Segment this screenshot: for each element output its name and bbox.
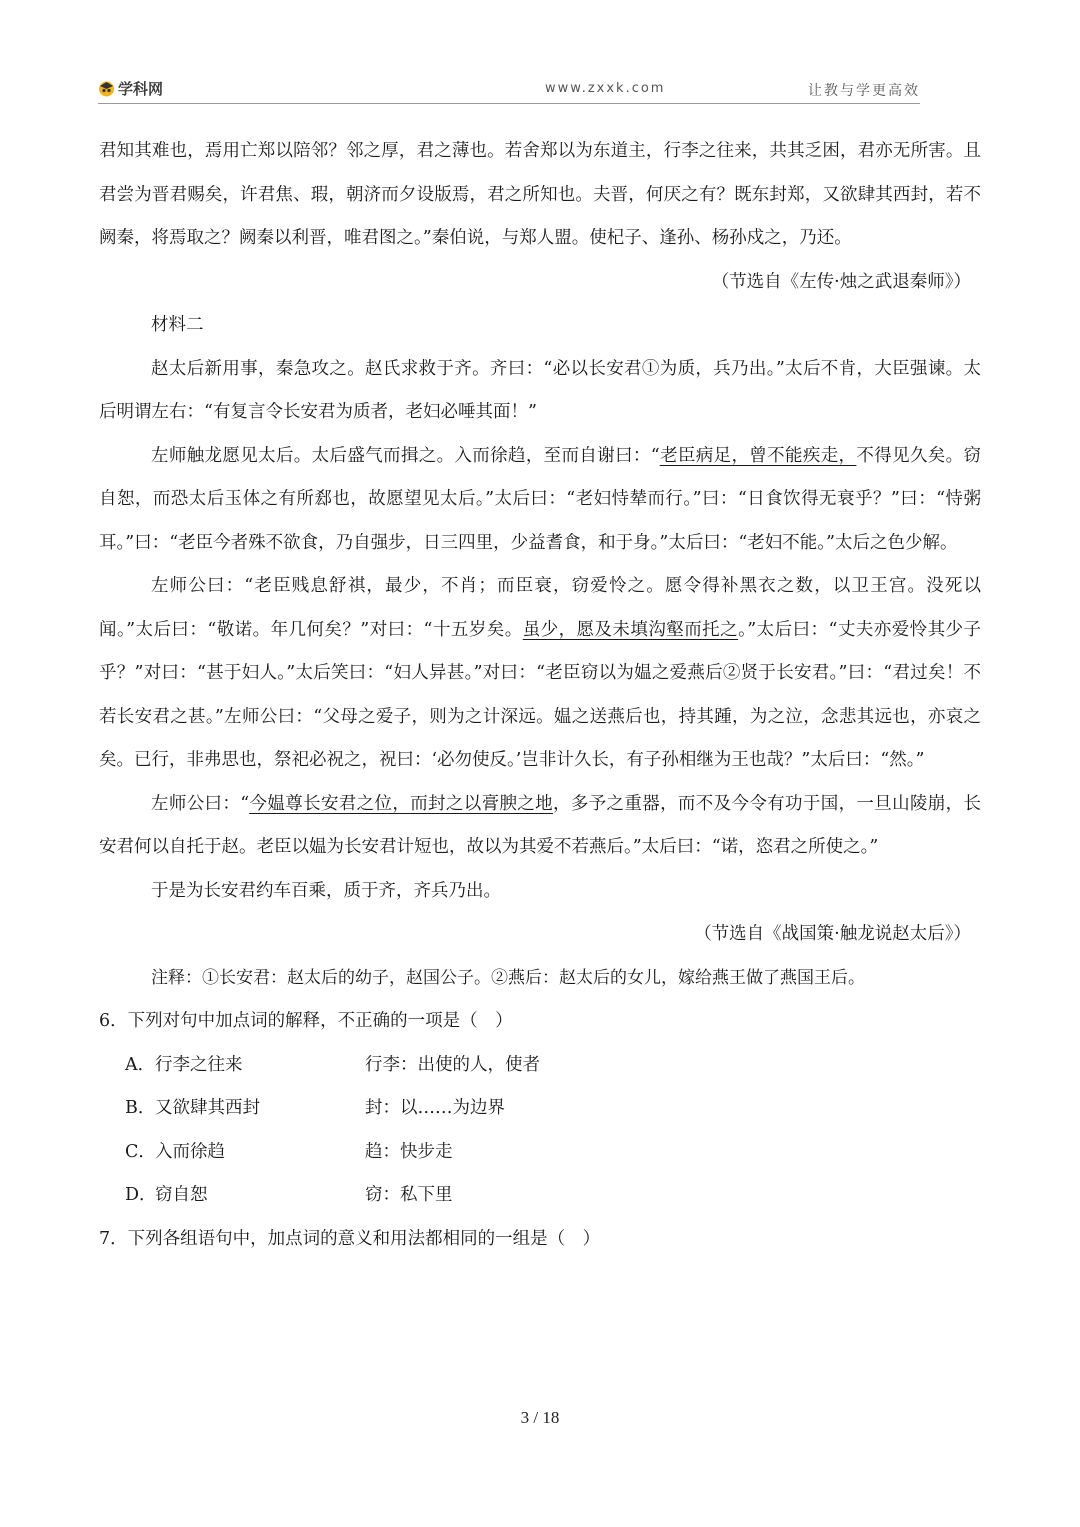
q6-option-a[interactable] (99, 1044, 981, 1088)
logo-icon (98, 80, 115, 97)
para2-text-a: 左师触龙愿见太后。太后盛气而揖之。入而徐趋，至而自谢曰：“ (151, 445, 660, 466)
option-letter: A． (125, 1054, 156, 1075)
header-rule (98, 103, 920, 104)
para3-text-a: 左师公曰：“老臣贱息舒祺，最少，不肖；而臣衰，窃爱怜之。愿令得补黑衣之数，以卫王宫。没死以闻。”太后曰：“敬诺。年几何矣？”对曰：“十五岁矣。 (99, 576, 981, 640)
option-gloss: 行李：出使的人，使者 (365, 1054, 540, 1075)
site-url[interactable]: www.zxxk.com (545, 81, 666, 96)
option-gloss: 窃：私下里 (365, 1185, 453, 1205)
page-number: 3 / 18 (520, 1408, 560, 1427)
q6-option-c[interactable] (99, 1131, 981, 1175)
passage2-para1: 赵太后新用事，秦急攻之。赵氏求救于齐。齐曰：“必以长安君①为质，兵乃出。”太后不肯，大臣强谏。太后明谓左右：“有复言令长安君为质者，老妇必唾其面！” (99, 358, 981, 422)
option-letter: D． (125, 1185, 157, 1205)
option-letter: B． (125, 1098, 156, 1118)
option-phrase: 行李之往来 (155, 1054, 243, 1075)
question-7-stem: 7．下列各组语句中，加点词的意义和用法都相同的一组是（ ） (99, 1228, 601, 1249)
passage2-para4 (99, 783, 981, 870)
passage2-para3 (99, 565, 981, 783)
para4-underlined: 今媪尊长安君之位，而封之以膏腴之地 (249, 793, 553, 814)
q6-option-b[interactable] (99, 1087, 981, 1131)
option-letter: C． (125, 1141, 156, 1162)
passage2-para2 (99, 435, 981, 566)
para2-text-b: 不得见久矣。窃自恕，而恐太后玉体之有所郄也，故愿望见太后。”太后曰：“老妇恃辇而行。”曰：“日食饮得无衰乎？”曰：“恃粥耳。”曰：“老臣今者殊不欲食，乃自强步，日三四里，少益耆食，和于身。”太后曰：“老妇不能。”太后之色少解。 (99, 445, 981, 553)
logo-text: 学科网 (118, 80, 164, 98)
para3-underlined: 虽少，愿及未填沟壑而托之 (522, 619, 739, 640)
passage1-text: 君知其难也，焉用亡郑以陪邻？邻之厚，君之薄也。若舍郑以为东道主，行李之往来，共其乏困，君亦无所害。且君尝为晋君赐矣，许君焦、瑕，朝济而夕设版焉，君之所知也。夫晋，何厌之有？既东封郑，又欲肆其西封，若不阙秦，将焉取之？阙秦以利晋，唯君图之。”秦伯说，与郑人盟。使杞子、逢孙、杨孙戍之，乃还。 (99, 141, 981, 248)
option-phrase: 窃自恕 (155, 1185, 208, 1205)
para3-text-b: 。”太后曰：“丈夫亦爱怜其少子乎？”对曰：“甚于妇人。”太后笑曰：“妇人异甚。”对曰：“老臣窃以为媪之爱燕后②贤于长安君。”曰：“君过矣！不若长安君之甚。”左师公曰：“父母之爱子，则为之计深远。媪之送燕后也，持其踵，为之泣，念悲其远也，亦哀之矣。已行，非弗思也，祭祀必祝之，祝曰：‘必勿使反。’岂非计久长，有子孙相继为王也哉？”太后曰：“然。” (99, 619, 981, 770)
q6-option-d[interactable] (99, 1174, 981, 1218)
passage2-para5: 于是为长安君约车百乘，质于齐，齐兵乃出。 (151, 880, 501, 901)
passage2-source: （节选自《战国策·触龙说赵太后》） (694, 924, 971, 944)
para4-text-a: 左师公曰：“ (151, 793, 250, 814)
option-gloss: 趋：快步走 (365, 1141, 453, 1162)
header-slogan: 让教与学更高效 (808, 83, 920, 99)
option-phrase: 又欲肆其西封 (155, 1098, 260, 1118)
option-phrase: 入而徐趋 (155, 1141, 225, 1162)
para4-text-b: ，多予之重器，而不及今令有功于国，一旦山陵崩，长安君何以自托于赵。老臣以媪为长安君计短也，故以为其爱不若燕后。”太后曰：“诺，恣君之所使之。” (99, 793, 982, 857)
logo (98, 78, 163, 99)
option-gloss: 封：以……为边界 (365, 1098, 505, 1118)
para2-underlined: 老臣病足，曾不能疾走， (659, 445, 857, 466)
document-body (99, 130, 981, 1261)
passage2-title: 材料二 (151, 315, 204, 335)
page-header (98, 78, 920, 104)
passage2-note: 注释：①长安君：赵太后的幼子，赵国公子。②燕后：赵太后的女儿，嫁给燕王做了燕国王后。 (151, 967, 865, 988)
passage1-source: （节选自《左传·烛之武退秦师》） (711, 271, 971, 292)
question-6-stem: 6．下列对句中加点词的解释，不正确的一项是（ ） (99, 1011, 513, 1031)
